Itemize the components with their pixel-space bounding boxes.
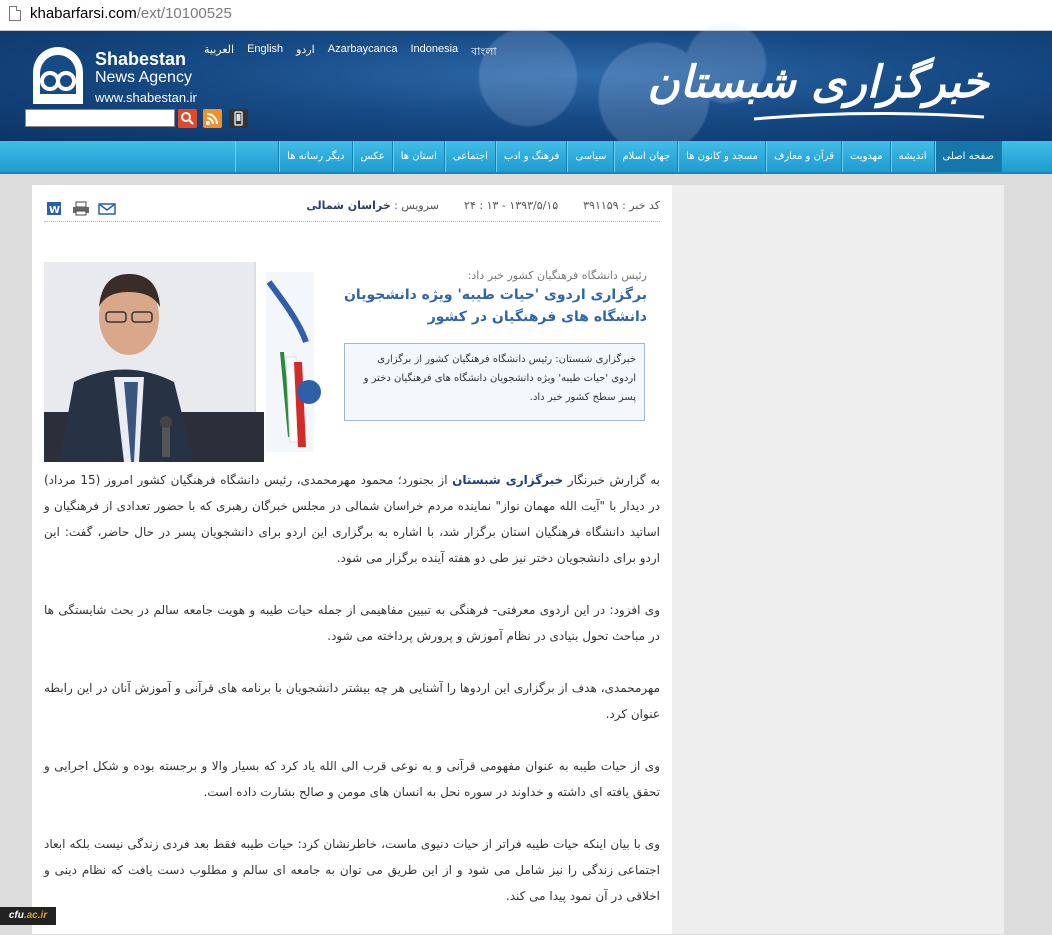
nav-social[interactable]: اجتماعی: [445, 141, 496, 172]
calligraphy-logo-icon[interactable]: [647, 39, 994, 131]
brand-subtitle: News Agency: [95, 69, 192, 86]
site-header: [0, 31, 1052, 141]
article-supertitle: رئیس دانشگاه فرهنگیان کشور خبر داد:: [467, 269, 647, 282]
url-text[interactable]: [30, 5, 232, 22]
lang-bengali[interactable]: বাংলা: [471, 46, 497, 58]
nav-provinces[interactable]: استان ها: [393, 141, 445, 172]
article-photo: [44, 262, 324, 462]
article-tools: [46, 201, 116, 216]
language-links: [204, 43, 497, 62]
nav-other-media[interactable]: دیگر رسانه ها: [279, 141, 352, 172]
article-summary: خبرگزاری شبستان: رئیس دانشگاه فرهنگیان کشور از برگزاری اردوی 'حیات طیبه' ویژه دانشجویان دانشگاه های فرهنگیان دختر و پسر سطح کشور خبر داد.: [344, 343, 645, 421]
print-icon[interactable]: [72, 201, 90, 216]
service-link[interactable]: خراسان شمالی: [306, 199, 391, 212]
search-input[interactable]: [25, 109, 175, 127]
url-path: /ext/10100525: [136, 5, 232, 22]
url-domain: khabarfarsi.com: [30, 5, 137, 22]
nav-quran[interactable]: قرآن و معارف: [766, 141, 842, 172]
brand-url: www.shabestan.ir: [95, 90, 197, 105]
paragraph-1: [44, 467, 660, 571]
lang-arabic[interactable]: العربية: [204, 44, 235, 56]
paragraph-4: وی از حیات طیبه به عنوان مفهومی قرآنی و به نوعی قرب الی الله یاد کرد که بسیار والا و برجسته بوده و شکل اجرایی و تحقق یافته ای داشته و خداوند در سوره نحل به انسان های مومن و صالح بشارت داده است.: [44, 759, 660, 799]
calligraphy-title: خبرگزاری شبستان: [647, 57, 989, 108]
news-datetime: ۱۳۹۳/۵/۱۵ - ۱۳ : ۲۴: [464, 199, 559, 212]
article-card: [32, 185, 672, 934]
lang-azerbaijani[interactable]: Azarbaycanca: [327, 43, 398, 55]
side-column: [672, 185, 1004, 934]
watermark-prefix: cfu: [8, 910, 24, 921]
news-code: ۳۹۱۱۵۹: [583, 199, 619, 212]
paragraph-5: وی با بیان اینکه حیات طیبه فراتر از حیات دنیوی ماست، خاطرنشان کرد: حیات طیبه فقط بعد فردی زندگی نیست بلکه ابعاد اجتماعی زندگی را نیز شامل می شود و از این طریق می توان به جامعه ای سالم و مطلوب دست یافت که نظام دینی و اخلاقی در آن نمود پیدا می کند.: [44, 837, 660, 903]
mobile-button[interactable]: [229, 109, 248, 128]
email-icon[interactable]: [98, 201, 116, 216]
search-icon: [178, 109, 197, 128]
nav-spacer: [235, 141, 279, 172]
article-lead: [342, 269, 647, 328]
source-watermark: [0, 907, 56, 925]
word-export-icon[interactable]: [46, 201, 64, 216]
nav-mosque[interactable]: مسجد و کانون ها: [678, 141, 766, 172]
nav-culture[interactable]: فرهنگ و ادب: [496, 141, 567, 172]
brand-name[interactable]: Shabestan: [95, 49, 187, 69]
paragraph-3: مهرمحمدی، هدف از برگزاری این اردوها را آشنایی هر چه بیشتر دانشجویان با برنامه های قرآنی و آموزش آنان در این رابطه عنوان کرد.: [44, 681, 660, 721]
service-label: سرویس :: [394, 199, 440, 212]
rss-icon: [203, 109, 222, 128]
nav-home[interactable]: صفحه اصلی: [935, 141, 1002, 172]
nav-politics[interactable]: سیاسی: [567, 141, 614, 172]
article-title: برگزاری اردوی 'حیات طیبه' ویژه دانشجویان دانشگاه های فرهنگیان در کشور: [343, 287, 647, 325]
lang-urdu[interactable]: اردو: [296, 44, 315, 56]
main-nav: [0, 141, 1052, 174]
shabestan-logo-icon[interactable]: [25, 43, 91, 109]
p1-after: از بجنورد؛ محمود مهرمحمدی، رئیس دانشگاه فرهنگیان کشور امروز (15 مرداد) در دیدار با "آیت الله مهمان نواز" نماینده مردم خراسان شمالی در مجلس خبرگان رهبری که با حضور تعدادی از فرهنگیان و اساتید دانشگاه فرهنگیان استان برگزار شد، با اشاره به برگزاری این اردو برای دانشجویان پسر در حال حاضر، گفت: این اردو برای دانشجویان دختر نیز طی دو هفته آینده برگزار می شود.: [44, 473, 660, 565]
lang-english[interactable]: English: [247, 43, 284, 55]
svg-text:W: W: [49, 205, 61, 216]
news-code-label: کد خبر :: [622, 199, 660, 212]
nav-mahdaviat[interactable]: مهدویت: [842, 141, 891, 172]
rss-button[interactable]: [203, 109, 222, 128]
article-body: [44, 467, 660, 935]
paragraph-2: وی افزود: در این اردوی معرفتی- فرهنگی به تبیین مفاهیمی از جمله حیات طیبه و هویت جامعه سالم در بحث شایستگی ها در مباحث تحول بنیادی در نظام آموزش و پرورش پرداخته می شود.: [44, 603, 660, 643]
article-meta: [306, 199, 660, 212]
p1-before: به گزارش خبرنگار: [563, 473, 660, 487]
nav-thought[interactable]: اندیشه: [891, 141, 935, 172]
agency-link[interactable]: خبرگزاری شبستان: [452, 473, 564, 487]
search-button[interactable]: [178, 109, 197, 128]
meta-divider: [44, 221, 660, 222]
nav-photo[interactable]: عکس: [353, 141, 393, 172]
mobile-icon: [229, 109, 248, 128]
page-icon: [9, 6, 21, 21]
lang-indonesian[interactable]: Indonesia: [410, 43, 459, 55]
watermark-suffix: .ac.ir: [23, 910, 48, 921]
nav-islamic-world[interactable]: جهان اسلام: [614, 141, 678, 172]
